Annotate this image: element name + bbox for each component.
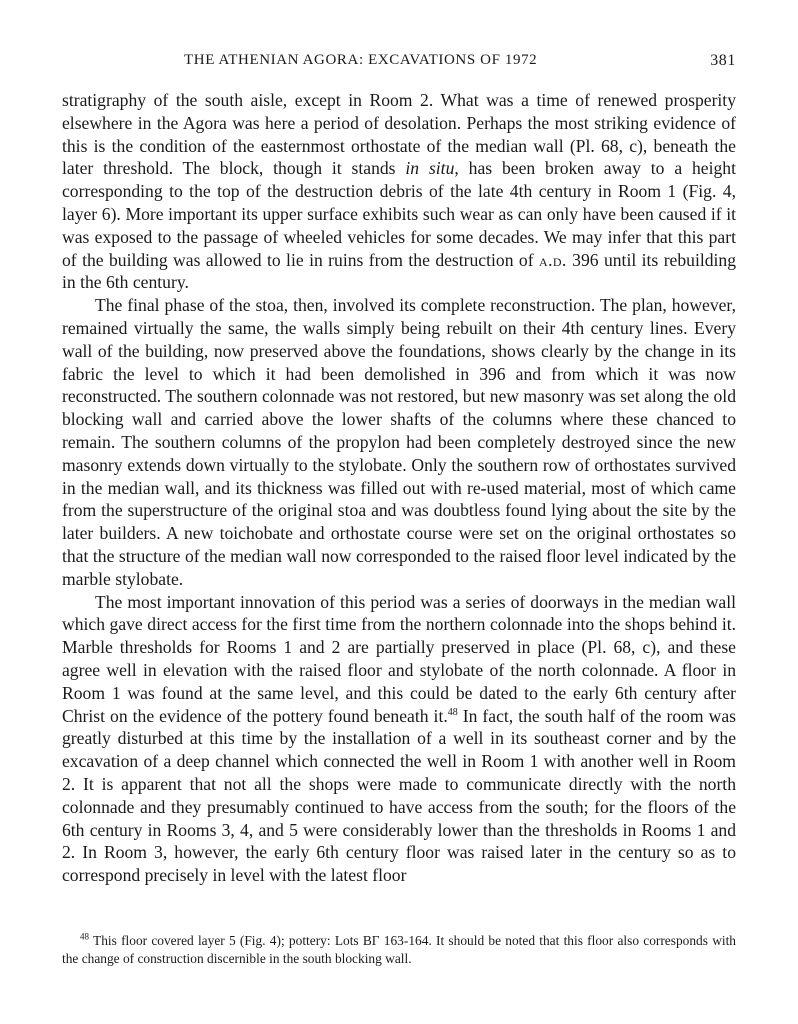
footnote-text: This floor covered layer 5 (Fig. 4); pottery: Lots ΒΓ 163-164. It should be noted that this floor also corresponds with the change of construction discernible in the south blocking wall. [62, 933, 737, 966]
paragraph-1-text-b: , has been broken away to a height corresponding to the top of the destruction debris of the late 4th century in Room 1 (Fig. 4, layer 6). More important its upper surface exhibits such wear as can only have been caused if it was exposed to the passage of wheeled vehicles for some decades. We may infer that this part of the building was allowed to lie in ruins from the destruction of [62, 158, 736, 270]
paragraph-1 [62, 89, 736, 294]
running-title: THE ATHENIAN AGORA: EXCAVATIONS OF 1972 [184, 52, 538, 68]
footnote-48 [62, 932, 736, 967]
paragraph-3 [62, 591, 736, 887]
page-header [62, 50, 736, 74]
italic-in-situ: in situ [405, 158, 455, 179]
footnote-number: 48 [80, 931, 89, 942]
page-number: 381 [710, 52, 736, 69]
paragraph-1-text-a: stratigraphy of the south aisle, except in Room 2. What was a time of renewed prosperity elsewhere in the Agora was here a period of desolation. Perhaps the most striking evidence of this is the condition of the easternmost orthostate of the median wall (Pl. 68, c), beneath the later threshold. The block, though it stands [62, 90, 736, 179]
body-text [62, 89, 736, 887]
paragraph-3-text-a: The most important innovation of this period was a series of doorways in the median wall which gave direct access for the first time from the northern colonnade into the shops behind it. Marble thresholds for Rooms 1 and 2 are partially preserved in place (Pl. 68, c), and these agree well in elevation with the raised floor and stylobate of the north colonnade. A floor in Room 1 was found at the same level, and this could be dated to the early 6th century after Christ on the evidence of the pottery found beneath it. [62, 591, 736, 726]
era-abbreviation: a.d. [539, 249, 567, 270]
paragraph-3-text-b: In fact, the south half of the room was greatly disturbed at this time by the installation of a well in its southeast corner and by the excavation of a deep channel which connected the well in Room 1 with another well in Room 2. It is apparent that not all the shops were made to communicate directly with the north colonnade and they presumably continued to have access from the south; for the floors of the 6th century in Rooms 3, 4, and 5 were considerably lower than the thresholds in Rooms 1 and 2. In Room 3, however, the early 6th century floor was raised later in the century so as to correspond precisely in level with the latest floor [62, 705, 736, 886]
footnote-reference[interactable]: 48 [447, 706, 458, 718]
paragraph-2: The final phase of the stoa, then, involved its complete reconstruction. The plan, however, remained virtually the same, the walls simply being rebuilt on their 4th century lines. Every wall of the building, now preserved above the foundations, shows clearly by the change in its fabric the level to which it had been demolished in 396 and from which it was now reconstructed. The southern colonnade was not restored, but new masonry was set along the old blocking wall and carried above the lower shafts of the columns where these chanced to remain. The southern columns of the propylon had been completely destroyed since the new masonry extends down virtually to the stylobate. Only the southern row of orthostates survived in the median wall, and its thickness was filled out with re-used material, most of which came from the superstructure of the original stoa and was doubtless found lying about the site by the later builders. A new toichobate and orthostate course were set on the original orthostates so that the structure of the median wall now corresponded to the raised floor level indicated by the marble stylobate. [62, 295, 736, 589]
paragraph-1-text-c: 396 until its rebuilding in the 6th century. [62, 249, 737, 293]
footnote [62, 932, 736, 967]
